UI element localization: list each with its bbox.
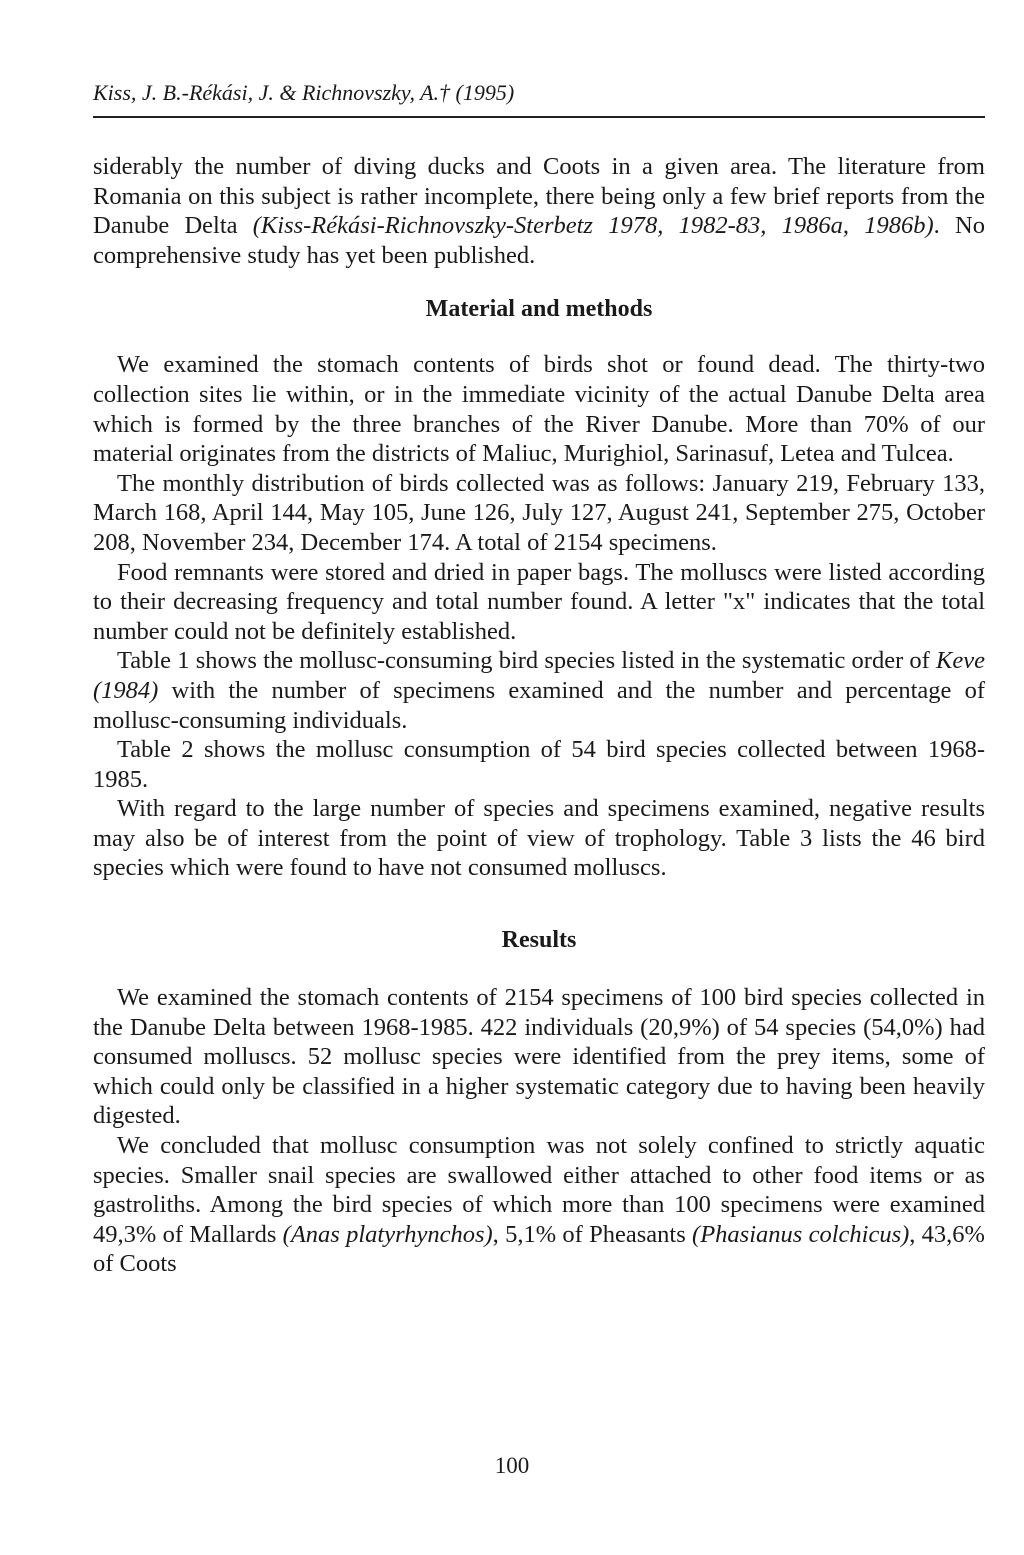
section-heading-methods: Material and methods <box>425 296 653 323</box>
section-heading-results: Results <box>501 927 577 954</box>
results-text: , 5,1% of Pheasants <box>492 1220 693 1248</box>
species-name: (Anas platyrhynchos) <box>282 1220 493 1248</box>
citation: Keve (1984) <box>93 647 985 704</box>
methods-paragraph: With regard to the large number of species and specimens examined, negative results may also be of interest from the point of view of trophology. Table 3 lists the 46 bird species which were found to have not consumed molluscs. <box>93 795 985 882</box>
intro-paragraph <box>93 152 985 270</box>
results-text: , 43,6% of Coots <box>93 1220 985 1278</box>
results-text: We concluded that mollusc consumption was not solely confined to strictly aquatic species. Smaller snail species are swallowed either attached to other food items or as gastroliths. Among the bird species of which more than 100 specimens were examined 49,3% of Mallards <box>93 1132 985 1248</box>
page-body <box>93 78 985 1279</box>
intro-text: . No comprehensive study has yet been published. <box>93 212 985 269</box>
citation: (Kiss-Rékási-Richnovszky-Sterbetz 1978, 1982-83, 1986a, 1986b) <box>252 212 934 240</box>
methods-paragraph: Table 2 shows the mollusc consumption of 54 bird species collected between 1968-1985. <box>93 736 985 793</box>
methods-text: with the number of specimens examined and the number and percentage of mollusc-consuming individuals. <box>93 676 985 734</box>
results-paragraph: We examined the stomach contents of 2154 specimens of 100 bird species collected in the Danube Delta between 1968-1985. 422 individuals (20,9%) of 54 species (54,0%) had consumed molluscs. 52 mollusc species were identified from the prey items, some of which could only be classified in a higher systematic category due to having been heavily digested. <box>93 984 985 1130</box>
species-name: (Phasianus colchicus) <box>692 1220 910 1248</box>
intro-text: siderably the number of diving ducks and Coots in a given area. The literature from Romania on this subject is rather incomplete, there being only a few brief reports from the Danube Delta <box>93 153 985 240</box>
results-paragraph <box>93 1131 985 1279</box>
running-head: Kiss, J. B.-Rékási, J. & Richnovszky, A.† (1995) <box>93 78 985 118</box>
methods-paragraph: The monthly distribution of birds collected was as follows: January 219, February 133, March 168, April 144, May 105, June 126, July 127, August 241, September 275, October 208, November 234, December 174. A total of 2154 specimens. <box>93 469 985 556</box>
methods-paragraph <box>93 646 985 735</box>
page-number: 100 <box>494 1453 530 1478</box>
methods-text: Table 1 shows the mollusc-consuming bird species listed in the systematic order of <box>117 647 937 675</box>
methods-paragraph: Food remnants were stored and dried in paper bags. The molluscs were listed according to their decreasing frequency and total number found. A letter "x" indicates that the total number could not be definitely established. <box>93 558 985 645</box>
methods-paragraph: We examined the stomach contents of birds shot or found dead. The thirty-two collection sites lie within, or in the immediate vicinity of the actual Danube Delta area which is formed by the three branches of the River Danube. More than 70% of our material originates from the districts of Maliuc, Murighiol, Sarinasuf, Letea and Tulcea. <box>93 351 985 468</box>
